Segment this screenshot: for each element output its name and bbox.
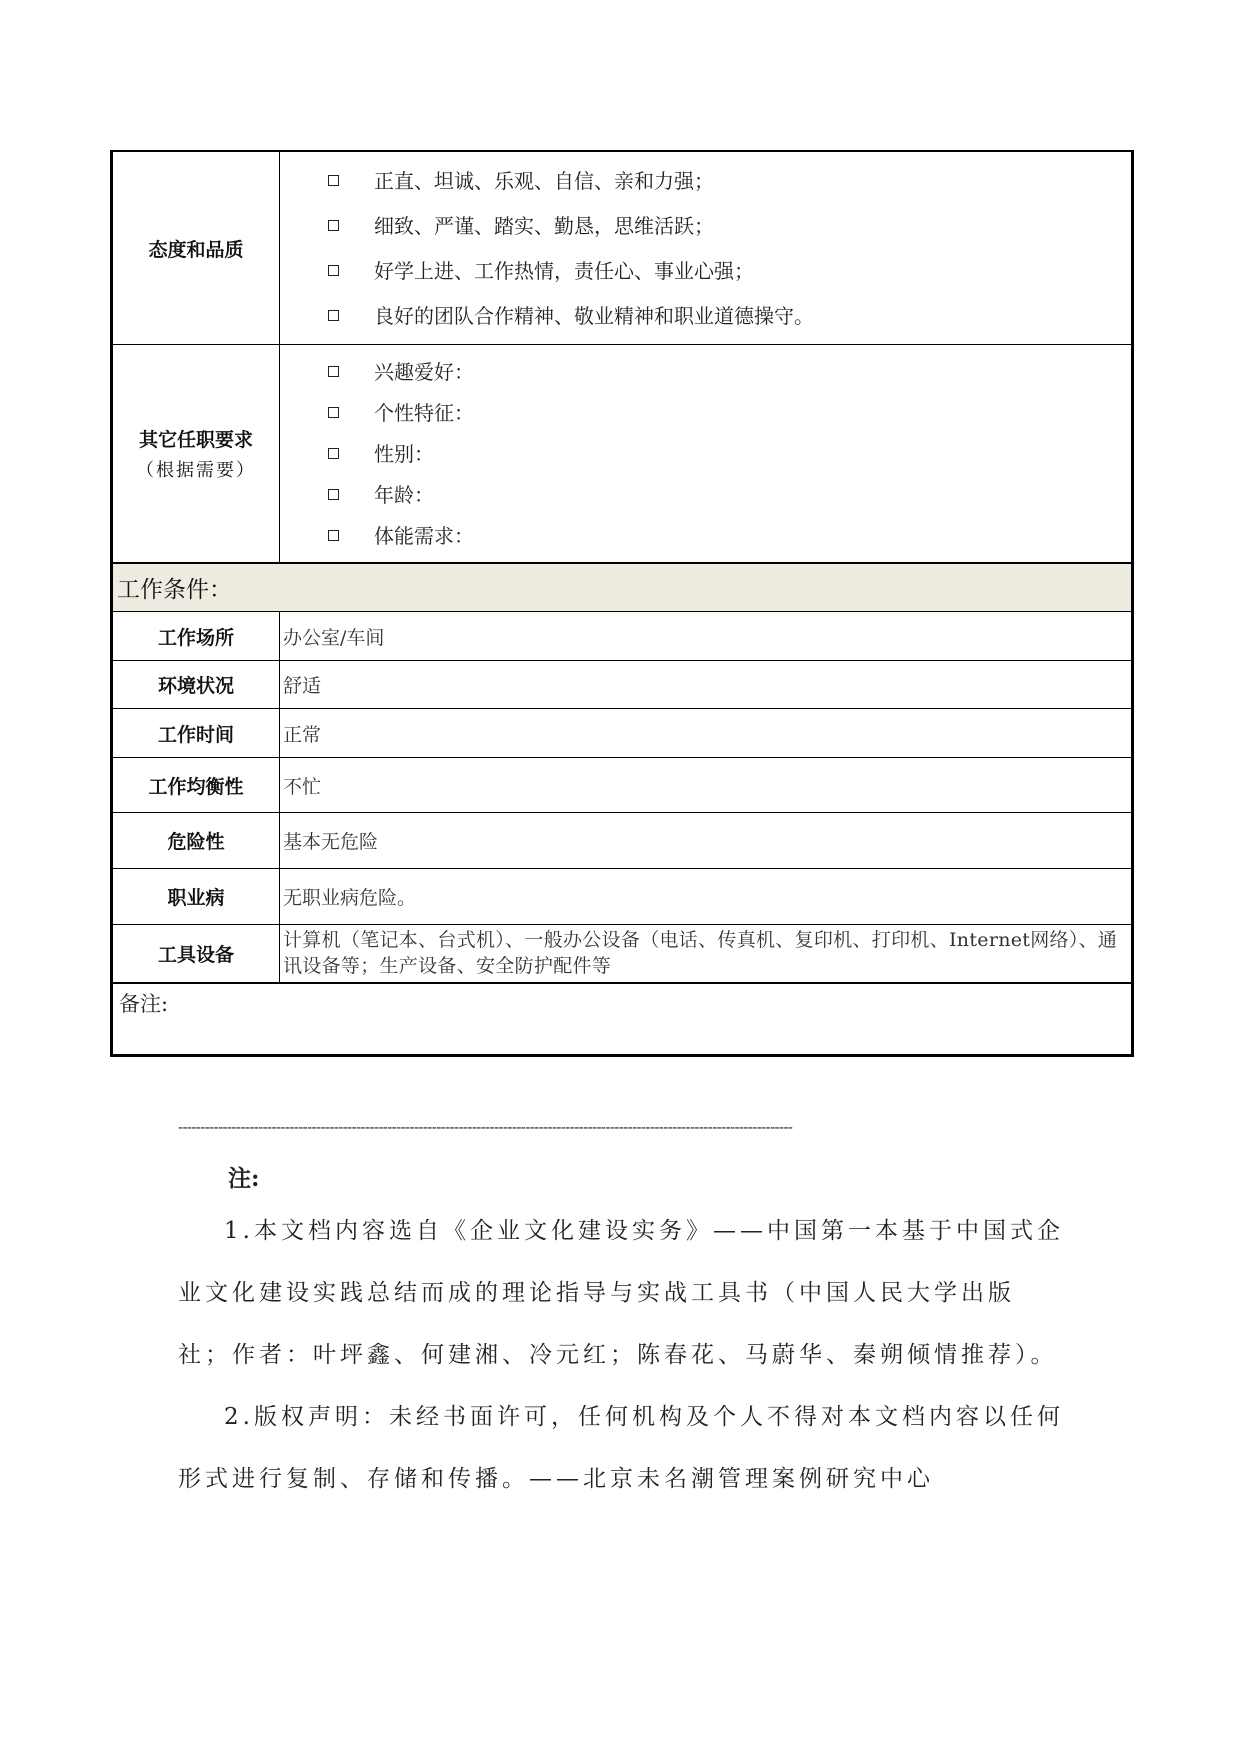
- checkbox-icon: [328, 448, 339, 459]
- notes-section: [178, 1160, 1068, 1510]
- row-label-text: 态度和品质: [148, 238, 244, 261]
- condition-value: 计算机（笔记本、台式机）、一般办公设备（电话、传真机、复印机、打印机、Internet网络）、通讯设备等；生产设备、安全防护配件等: [280, 925, 1133, 983]
- condition-value: 无职业病危险。: [280, 869, 1133, 925]
- condition-value: 正常: [280, 709, 1133, 758]
- condition-label: 工具设备: [112, 925, 280, 983]
- remark-row: [112, 983, 1133, 1056]
- checkbox-icon: [328, 407, 339, 418]
- checklist-item-text: 细致、严谨、踏实、勤恳，思维活跃；: [374, 213, 714, 238]
- checklist: [280, 345, 1131, 562]
- condition-row: [112, 758, 1133, 813]
- checklist-item: [280, 158, 1131, 203]
- checklist-item-text: 兴趣爱好：: [374, 359, 474, 384]
- checklist-item-text: 好学上进、工作热情，责任心、事业心强；: [374, 258, 754, 283]
- requirement-row-attitude: [112, 151, 1133, 345]
- condition-label: 工作场所: [112, 612, 280, 661]
- checklist-item: [280, 433, 1131, 474]
- checklist-item-text: 年龄：: [374, 482, 434, 507]
- checkbox-icon: [328, 310, 339, 321]
- remark-label: 备注:: [112, 983, 1133, 1056]
- checkbox-icon: [328, 489, 339, 500]
- checklist-item: [280, 392, 1131, 433]
- note-paragraph: 2.版权声明：未经书面许可，任何机构及个人不得对本文档内容以任何形式进行复制、存储和传播。——北京未名潮管理案例研究中心: [178, 1404, 1064, 1492]
- checklist-cell: [280, 345, 1133, 564]
- notes-heading: 注:: [228, 1165, 260, 1192]
- checkbox-icon: [328, 220, 339, 231]
- checklist-item: [280, 248, 1131, 293]
- checklist-item-text: 个性特征：: [374, 400, 474, 425]
- checklist-item: [280, 351, 1131, 392]
- section-heading-row: [112, 563, 1133, 612]
- checklist-item-text: 良好的团队合作精神、敬业精神和职业道德操守。: [374, 303, 814, 328]
- checkbox-icon: [328, 265, 339, 276]
- condition-value: 基本无危险: [280, 813, 1133, 869]
- row-label: [112, 151, 280, 345]
- condition-row: [112, 612, 1133, 661]
- row-label-subtext: （根据需要）: [136, 460, 256, 481]
- checklist-item: [280, 474, 1131, 515]
- requirement-row-other: [112, 345, 1133, 564]
- condition-row: [112, 869, 1133, 925]
- condition-label: 危险性: [112, 813, 280, 869]
- condition-row: [112, 709, 1133, 758]
- checklist-item: [280, 203, 1131, 248]
- checklist-cell: [280, 151, 1133, 345]
- job-requirements-table: [110, 150, 1134, 1057]
- section-heading: 工作条件：: [112, 563, 1133, 612]
- note-paragraph: 1.本文档内容选自《企业文化建设实务》——中国第一本基于中国式企业文化建设实践总结而成的理论指导与实战工具书（中国人民大学出版社；作者：叶坪鑫、何建湘、冷元红；陈春花、马蔚华、秦朔倾情推荐）。: [178, 1218, 1064, 1368]
- checklist-item-text: 性别：: [374, 441, 434, 466]
- condition-row: [112, 661, 1133, 709]
- checklist-item-text: 体能需求：: [374, 523, 474, 548]
- checklist-item: [280, 515, 1131, 556]
- checkbox-icon: [328, 175, 339, 186]
- condition-label: 职业病: [112, 869, 280, 925]
- checkbox-icon: [328, 530, 339, 541]
- condition-value: 办公室/车间: [280, 612, 1133, 661]
- condition-label: 工作均衡性: [112, 758, 280, 813]
- dashed-separator: ------------------------------------------------------------------------------------------------------------------------------------------: [178, 1120, 793, 1136]
- checklist-item-text: 正直、坦诚、乐观、自信、亲和力强；: [374, 168, 714, 193]
- condition-label: 环境状况: [112, 661, 280, 709]
- checklist: [280, 152, 1131, 344]
- condition-row: [112, 813, 1133, 869]
- row-label-text: 其它任职要求: [138, 429, 253, 451]
- condition-value: 舒适: [280, 661, 1133, 709]
- condition-value: 不忙: [280, 758, 1133, 813]
- row-label: [112, 345, 280, 564]
- checkbox-icon: [328, 366, 339, 377]
- checklist-item: [280, 293, 1131, 338]
- condition-row: [112, 925, 1133, 983]
- condition-label: 工作时间: [112, 709, 280, 758]
